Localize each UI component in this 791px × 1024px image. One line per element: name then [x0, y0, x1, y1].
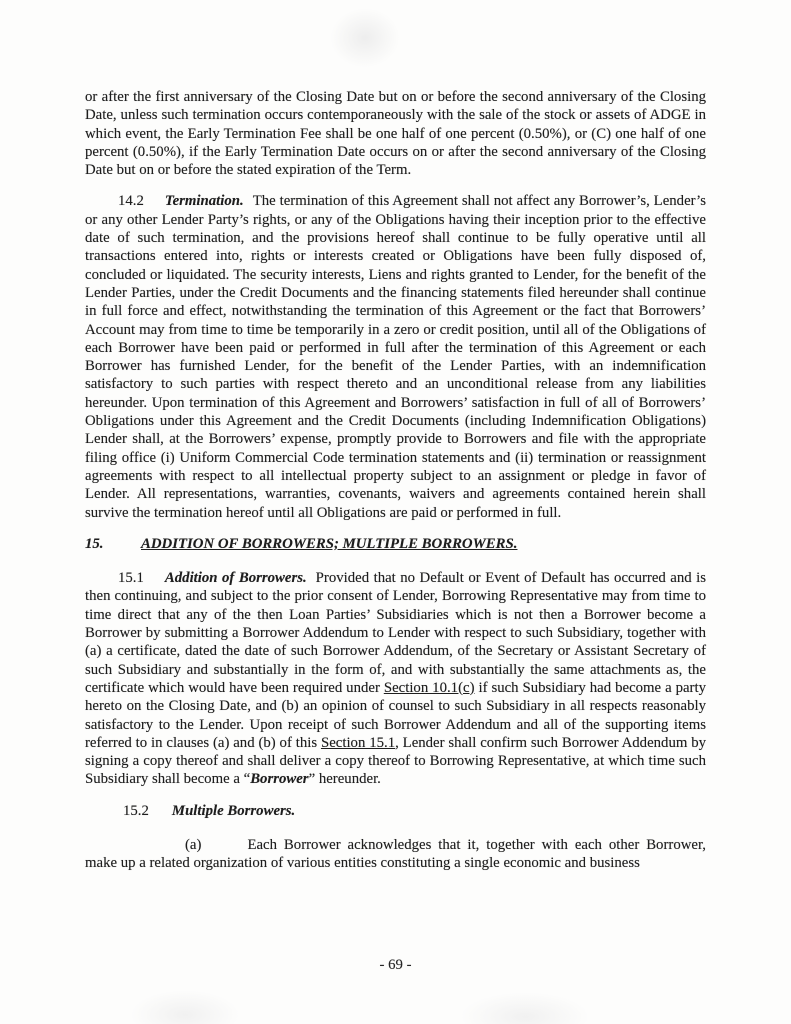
section-14-2-body: The termination of this Agreement shall not affect any Borrower’s, Lender’s or any other Lender Party’s rights, or any of the Obligations having their inception prior to the effective date of such termination, and the provisions hereof shall continue to be fully operative until all transactions entered into, rights or interests created or Obligations have been fully disposed of, concluded or liquidated. The security interests, Liens and rights granted to Lender, for the benefit of the Lender Parties, under the Credit Documents and the financing statements filed hereunder shall continue in full force and effect, notwithstanding the termination of this Agreement or the fact that Borrowers’ Account may from time to time be temporarily in a zero or credit position, until all of the Obligations of each Borrower have been paid or performed in full after the termination of this Agreement or each Borrower has furnished Lender, for the benefit of the Lender Parties, with an indemnification satisfactory to such parties with respect thereto and an unconditional release from any liabilities hereunder. Upon termination of this Agreement and Borrowers’ satisfaction in full of all of Borrowers’ Obligations under this Agreement and the Credit Documents (including Indemnification Obligations) Lender shall, at the Borrowers’ expense, promptly provide to Borrowers and file with the appropriate filing office (i) Uniform Commercial Code termination statements and (ii) termination or reassignment agreements with respect to all intellectual property subject to an assignment or pledge in favor of Lender. All representations, warranties, covenants, waivers and agreements contained herein shall survive the termination hereof until all Obligations are paid or performed in full. [85, 193, 706, 521]
section-15-1-title: Addition of Borrowers. [164, 570, 307, 587]
section-14-2-number: 14.2 [118, 193, 144, 210]
continuation-paragraph [85, 88, 706, 179]
scan-smudge-top [330, 8, 400, 68]
page-number: - 69 - [379, 957, 412, 973]
document-body [85, 88, 706, 886]
clause-a-paragraph [85, 836, 706, 873]
clause-a-label: (a) [185, 836, 202, 853]
section-15-title: ADDITION OF BORROWERS; MULTIPLE BORROWERS. [141, 535, 518, 552]
section-14-2-paragraph [85, 192, 706, 521]
section-15-1-body-part-2: if such Subsidiary had become a party hereto on the Closing Date, and (b) an opinion of counsel to such Subsidiary in all respects reasonably satisfactory to the Lender. Upon receipt of such Borrower Addendum and all of the supporting items referred to in clauses (a) and (b) of this [85, 679, 706, 751]
section-15-1-body-part-3: , Lender shall confirm such Borrower Addendum by signing a copy thereof and shall deliver a copy thereof to Borrowing Representative, at which time such Subsidiary shall become a “ [85, 734, 707, 788]
section-15-2-number: 15.2 [123, 802, 149, 819]
section-15-2-title: Multiple Borrowers. [171, 802, 296, 819]
borrower-defined-term: Borrower [250, 771, 309, 788]
scan-smudge-bottom-left [130, 990, 240, 1024]
section-15-heading [85, 535, 706, 553]
section-15-1-body-part-4: ” hereunder. [308, 771, 381, 788]
scan-smudge-bottom-mid [460, 992, 590, 1024]
section-14-2-title: Termination. [164, 193, 244, 210]
section-15-1-paragraph [85, 569, 706, 789]
continuation-text: or after the first anniversary of the Closing Date but on or before the second anniversary of the Closing Date, unless such termination occurs contemporaneously with the sale of the stock or assets of ADGE in which event, the Early Termination Fee shall be one half of one percent (0.50%), or (C) one half of one percent (0.50%), if the Early Termination Date occurs on or after the second anniversary of the Closing Date but on or before the stated expiration of the Term. [85, 89, 706, 179]
section-15-1-body-part-1: Provided that no Default or Event of Default has occurred and is then continuing, and subject to the prior consent of Lender, Borrowing Representative may from time to time direct that any of the then Loan Parties’ Subsidiaries which is not then a Borrower become a Borrower by submitting a Borrower Addendum to Lender with respect to such Subsidiary, together with (a) a certificate, dated the date of such Borrower Addendum, of the Secretary or Assistant Secretary of such Subsidiary and substantially in the form of, and with substantially the same attachments as, the certificate which would have been required under [85, 570, 706, 696]
section-10-1c-reference: Section 10.1(c) [383, 679, 475, 696]
section-15-number: 15. [85, 535, 104, 552]
clause-a-body: Each Borrower acknowledges that it, together with each other Borrower, make up a related organization of various entities constituting a single economic and business [85, 836, 706, 872]
section-15-1-number: 15.1 [118, 570, 144, 587]
section-15-1-reference: Section 15.1 [320, 734, 396, 751]
section-15-2-heading [85, 802, 706, 820]
